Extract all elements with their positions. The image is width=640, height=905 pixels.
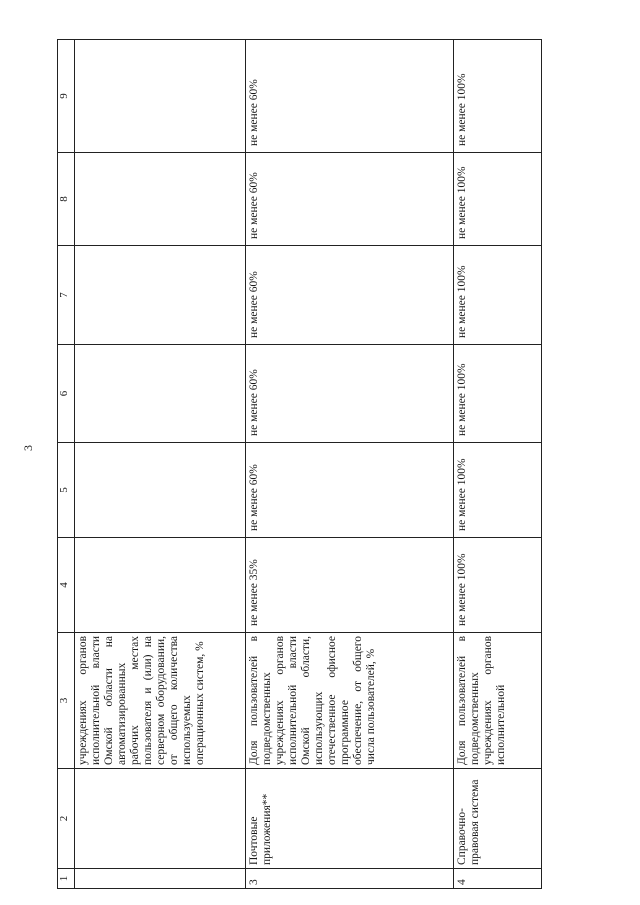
value-cell — [75, 443, 246, 538]
row-name-cell — [75, 769, 246, 869]
header-cell: 4 — [58, 538, 75, 633]
row-number-cell — [75, 869, 246, 889]
value-cell: не менее 100% — [454, 538, 542, 633]
header-cell: 5 — [58, 443, 75, 538]
value-cell: не менее 60% — [246, 40, 454, 153]
table-row — [246, 40, 454, 889]
row-name-cell: Почтовые приложения** — [246, 769, 454, 869]
value-cell: не менее 60% — [246, 246, 454, 345]
header-cell: 2 — [58, 769, 75, 869]
table-header-row — [58, 40, 75, 889]
value-cell — [75, 538, 246, 633]
row-indicator-cell: учреждениях органов исполнительной власти Омской области на автоматизированных рабочих местах пользователя и (или) на серверном оборудовании, от общего количества используемых операционных систем, % — [75, 633, 246, 769]
header-cell: 7 — [58, 246, 75, 345]
header-cell: 1 — [58, 869, 75, 889]
value-cell: не менее 100% — [454, 345, 542, 443]
value-cell — [75, 246, 246, 345]
rotated-table-sheet — [57, 0, 567, 889]
value-cell: не менее 100% — [454, 153, 542, 246]
row-indicator-cell: Доля пользователей в подведомственных учреждениях органов исполнительной — [454, 633, 542, 769]
row-indicator-cell: Доля пользователей в подведомственных учреждениях органов исполнительной власти Омской области, использующих отечественное офисное программное обеспечение, от общего числа пользователей, % — [246, 633, 454, 769]
value-cell — [75, 40, 246, 153]
row-number-cell: 3 — [246, 869, 454, 889]
table-row — [75, 40, 246, 889]
row-name-cell: Справочно-правовая система — [454, 769, 542, 869]
value-cell: не менее 60% — [246, 345, 454, 443]
value-cell: не менее 35% — [246, 538, 454, 633]
header-cell: 9 — [58, 40, 75, 153]
header-cell: 8 — [58, 153, 75, 246]
value-cell — [75, 153, 246, 246]
value-cell: не менее 100% — [454, 443, 542, 538]
indicator-table — [57, 39, 542, 889]
value-cell — [75, 345, 246, 443]
row-number-cell: 4 — [454, 869, 542, 889]
value-cell: не менее 60% — [246, 153, 454, 246]
value-cell: не менее 60% — [246, 443, 454, 538]
table-row — [454, 40, 542, 889]
value-cell: не менее 100% — [454, 246, 542, 345]
header-cell: 3 — [58, 633, 75, 769]
value-cell: не менее 100% — [454, 40, 542, 153]
page-number: 3 — [21, 445, 35, 451]
header-cell: 6 — [58, 345, 75, 443]
